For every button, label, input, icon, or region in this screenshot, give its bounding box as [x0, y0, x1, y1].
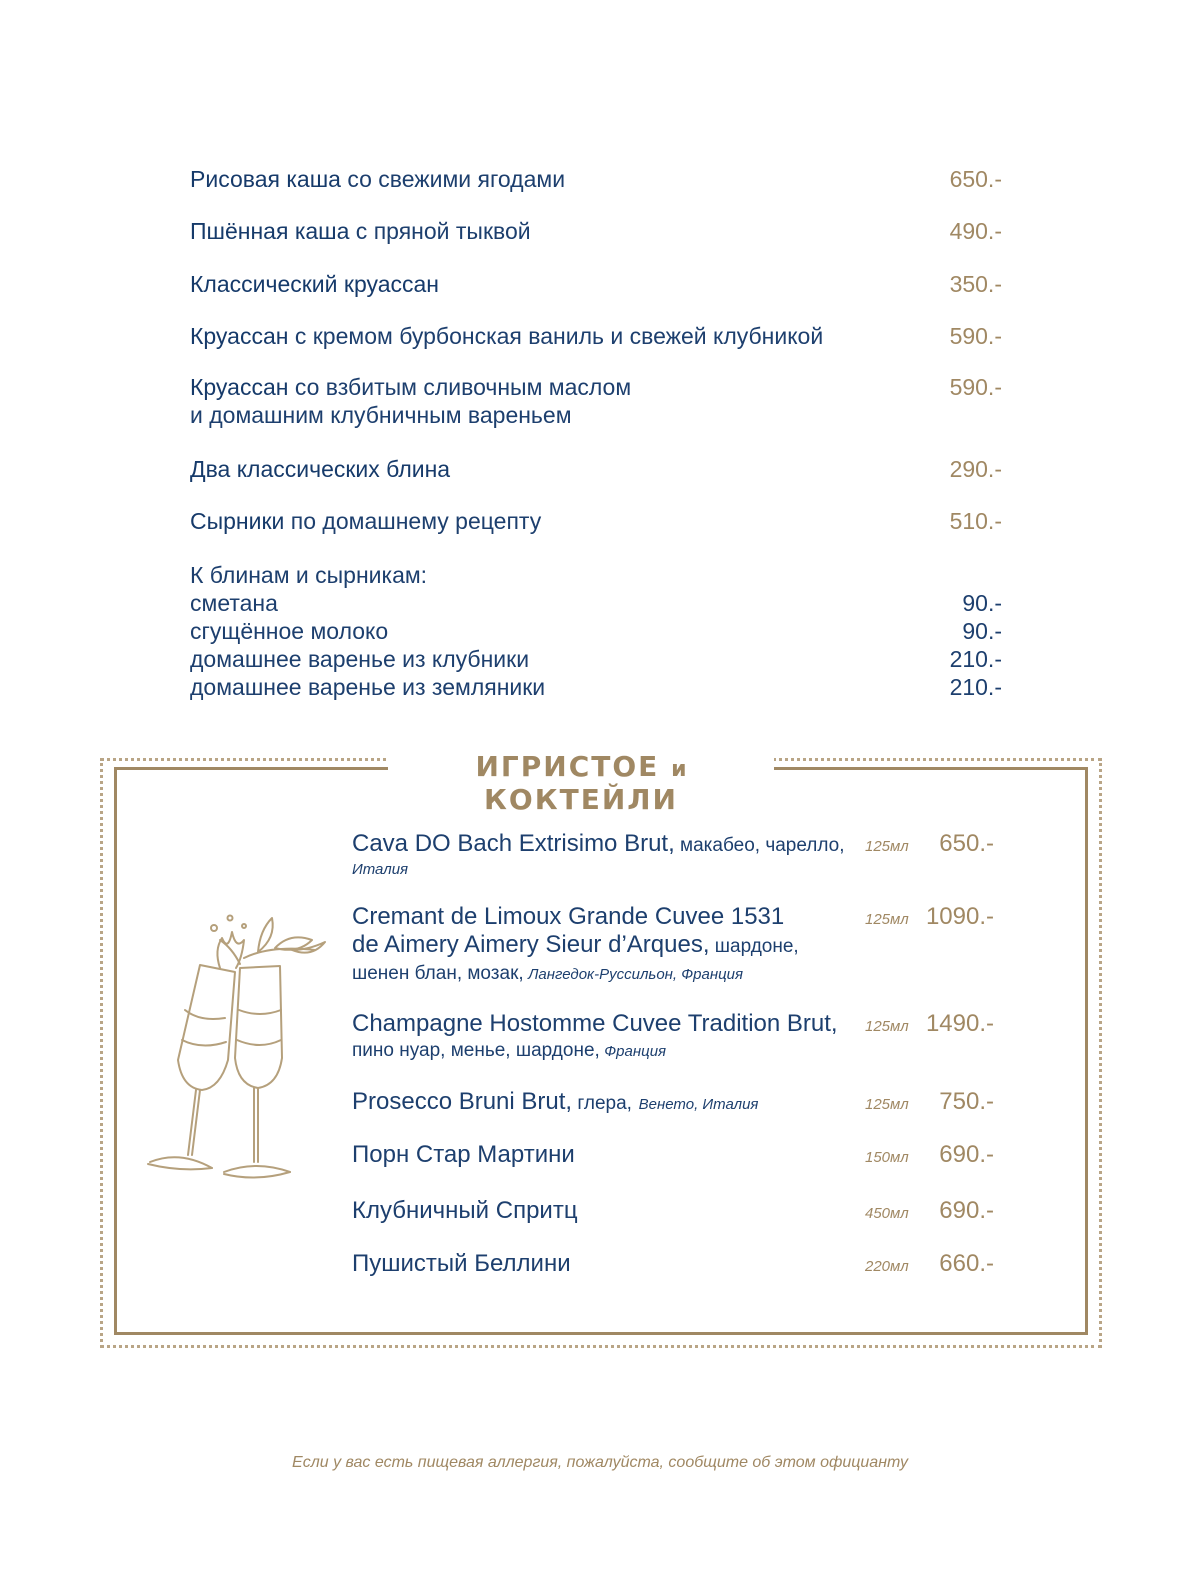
champagne-glasses-icon	[140, 910, 330, 1185]
item-name-rest: по домашнему рецепту	[284, 508, 542, 534]
extras-item-price: 90.-	[962, 618, 1002, 644]
item-name-bold: Два классических блина	[190, 456, 451, 482]
drink-item-prosecco	[352, 1088, 1002, 1119]
extras-item-name: сгущённое молоко	[190, 618, 389, 644]
drink-origin: Венето, Италия	[638, 1096, 759, 1113]
item-price: 590.-	[949, 323, 1002, 349]
extras-item-name: домашнее варенье из земляники	[190, 674, 546, 700]
item-price: 510.-	[949, 508, 1002, 534]
drink-origin: Италия	[352, 861, 409, 878]
item-name-line2: и домашним клубничным вареньем	[190, 402, 572, 428]
section-title-and: и	[671, 757, 687, 782]
menu-item-syrniki	[190, 507, 1002, 535]
extras-item	[190, 589, 1002, 617]
drink-name: Champagne Hostomme Cuvee Tradition Brut,	[352, 1010, 838, 1037]
item-name-rest: с кремом бурбонская ваниль и свежей клубникой	[288, 323, 824, 349]
drink-price: 1490.-	[925, 1010, 994, 1037]
drink-grapes: пино нуар, менье, шардоне,	[352, 1040, 600, 1061]
extras-item	[190, 645, 1002, 673]
drink-name: Клубничный Спритц	[352, 1197, 578, 1224]
drink-item-cremant	[352, 903, 1002, 988]
item-price: 590.-	[949, 374, 1002, 400]
item-name-rest: со свежими ягодами	[340, 166, 566, 192]
drink-price: 1090.-	[925, 903, 994, 930]
drink-volume: 125мл	[865, 911, 909, 928]
drink-name: Cava DO Bach Extrisimo Brut,	[352, 830, 675, 857]
drink-item-cava	[352, 830, 1002, 880]
item-name-rest: со взбитым сливочным маслом	[288, 374, 632, 400]
drink-name: Prosecco Bruni Brut,	[352, 1088, 573, 1115]
drink-grapes: макабео, чарелло,	[674, 835, 845, 856]
section-title-part-b: КОКТЕЙЛИ	[484, 783, 678, 816]
menu-item-pancakes	[190, 455, 1002, 483]
drink-volume: 450мл	[865, 1205, 909, 1222]
extras-item-name: домашнее варенье из клубники	[190, 646, 530, 672]
item-name-rest: с пряной тыквой	[349, 218, 531, 244]
item-name-bold: Пшённая каша	[190, 218, 350, 244]
item-price: 290.-	[949, 456, 1002, 482]
menu-item-croissant-cream	[190, 322, 1002, 350]
item-price: 650.-	[949, 166, 1002, 192]
extras-item-name: сметана	[190, 590, 278, 616]
drink-origin: Франция	[604, 1043, 667, 1060]
menu-item-rice-porridge	[190, 165, 1002, 193]
drink-name: Пушистый Беллини	[352, 1250, 571, 1277]
extras-item-price: 90.-	[962, 590, 1002, 616]
section-title-part-a: ИГРИСТОЕ	[475, 750, 660, 783]
item-name-bold: Круассан	[190, 374, 289, 400]
menu-item-croissant-butter	[190, 373, 1002, 429]
drink-grapes: шардоне,	[709, 936, 799, 957]
drink-price: 650.-	[939, 830, 994, 857]
section-title	[388, 750, 774, 816]
drink-name-line2: de Aimery Aimery Sieur d’Arques,	[352, 931, 710, 958]
item-name-bold: Круассан	[190, 323, 289, 349]
drink-price: 660.-	[939, 1250, 994, 1277]
drink-volume: 125мл	[865, 838, 909, 855]
menu-item-classic-croissant	[190, 270, 1002, 298]
drink-price: 690.-	[939, 1141, 994, 1168]
drink-item-porn-star	[352, 1141, 1002, 1169]
extras-item	[190, 617, 1002, 645]
drink-price: 750.-	[939, 1088, 994, 1115]
extras-item-price: 210.-	[949, 674, 1002, 700]
item-price: 490.-	[949, 218, 1002, 244]
drink-name: Cremant de Limoux Grande Cuvee 1531	[352, 903, 785, 930]
extras-item	[190, 673, 1002, 701]
item-name-bold: Рисовая каша	[190, 166, 341, 192]
drink-volume: 125мл	[865, 1018, 909, 1035]
drink-name: Порн Стар Мартини	[352, 1141, 575, 1168]
allergy-footer-note: Если у вас есть пищевая аллергия, пожалуйста, сообщите об этом официанту	[292, 1454, 908, 1471]
drink-item-spritz	[352, 1197, 1002, 1225]
extras-block	[190, 561, 1002, 701]
item-name-bold: Сырники	[190, 508, 285, 534]
drink-grapes-line2: шенен блан, мозак,	[352, 963, 524, 984]
extras-heading: К блинам и сырникам:	[190, 562, 428, 588]
drink-volume: 220мл	[865, 1258, 909, 1275]
item-name-bold: Классический круассан	[190, 271, 440, 297]
drink-grapes: глера,	[572, 1093, 632, 1114]
extras-item-price: 210.-	[949, 646, 1002, 672]
drink-price: 690.-	[939, 1197, 994, 1224]
drink-volume: 125мл	[865, 1096, 909, 1113]
drink-item-champagne	[352, 1010, 1002, 1065]
menu-item-millet-porridge	[190, 217, 1002, 245]
item-price: 350.-	[949, 271, 1002, 297]
drink-origin: Лангедок-Руссильон, Франция	[528, 966, 744, 983]
drink-volume: 150мл	[865, 1149, 909, 1166]
drink-item-bellini	[352, 1250, 1002, 1278]
